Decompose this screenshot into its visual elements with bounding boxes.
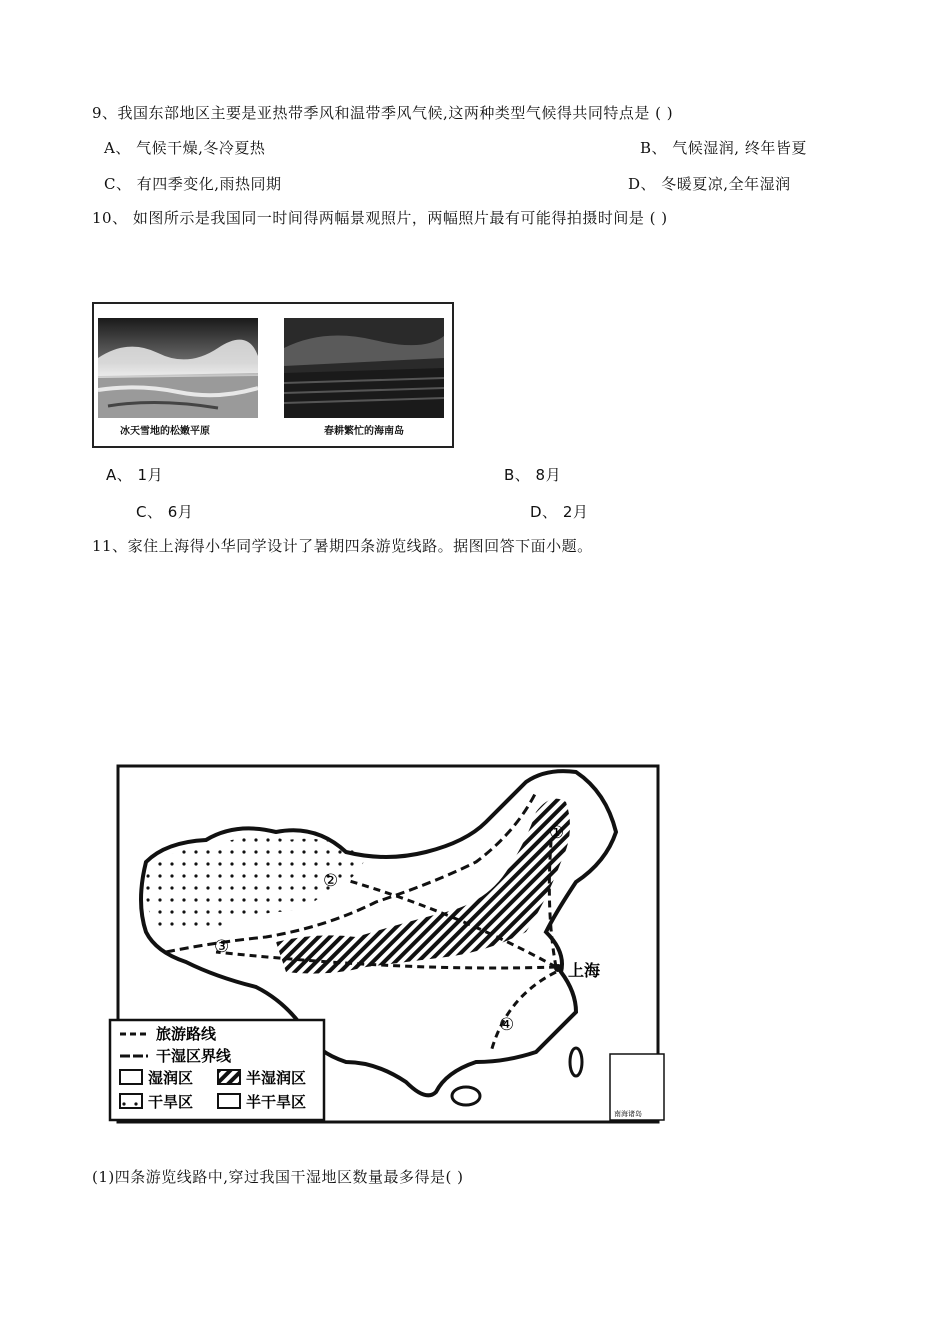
q11-stem: 11、家住上海得小华同学设计了暑期四条游览线路。据图回答下面小题。 <box>92 537 593 555</box>
q10-stem: 10、 如图所示是我国同一时间得两幅景观照片，两幅照片最有可能得拍摄时间是 ( ) <box>92 209 668 227</box>
legend-semi-arid: 半干旱区 <box>246 1093 307 1111</box>
route-label-4: ④ <box>499 1015 515 1035</box>
q10-photo-figure <box>92 302 454 448</box>
route-label-2: ② <box>323 871 339 891</box>
legend-boundary: 干湿区界线 <box>156 1047 232 1065</box>
shanghai-label: 上海 <box>568 961 601 980</box>
route-label-1: ① <box>549 823 565 843</box>
q9-option-c: C、 有四季变化,雨热同期 <box>104 175 282 193</box>
china-dry-wet-map <box>106 762 666 1126</box>
legend-semi-arid-swatch <box>218 1094 240 1108</box>
songnen-plain-photo <box>98 318 258 418</box>
q9-stem: 9、我国东部地区主要是亚热带季风和温带季风气候,这两种类型气候得共同特点是 ( ) <box>92 104 674 122</box>
q10-option-a: A、 1月 <box>106 466 164 484</box>
hainan-island-photo <box>284 318 444 418</box>
route-label-3: ③ <box>214 937 230 957</box>
map-legend <box>110 1020 324 1120</box>
q10-option-b: B、 8月 <box>504 466 562 484</box>
photo2-caption: 春耕繁忙的海南岛 <box>324 426 404 437</box>
legend-arid-swatch <box>120 1094 142 1108</box>
q10-option-d: D、 2月 <box>530 503 589 521</box>
legend-humid: 湿润区 <box>148 1069 194 1087</box>
shanghai-marker <box>554 964 562 972</box>
q11-sub1: (1)四条游览线路中,穿过我国干湿地区数量最多得是( ) <box>92 1168 464 1186</box>
legend-semi-humid: 半湿润区 <box>246 1069 307 1087</box>
taiwan-island <box>570 1048 582 1076</box>
legend-arid: 干旱区 <box>148 1093 194 1111</box>
photo1-caption: 冰天雪地的松嫩平原 <box>120 426 210 437</box>
inset-label: 南海诸岛 <box>614 1110 642 1118</box>
q9-option-a: A、 气候干燥,冬冷夏热 <box>104 139 266 157</box>
legend-humid-swatch <box>120 1070 142 1084</box>
q9-option-d: D、 冬暖夏凉,全年湿润 <box>628 175 791 193</box>
legend-semi-humid-swatch <box>218 1070 240 1084</box>
q10-option-c: C、 6月 <box>136 503 194 521</box>
q9-option-b: B、 气候湿润, 终年皆夏 <box>640 139 807 157</box>
legend-route: 旅游路线 <box>156 1025 217 1043</box>
hainan-island <box>452 1087 480 1105</box>
